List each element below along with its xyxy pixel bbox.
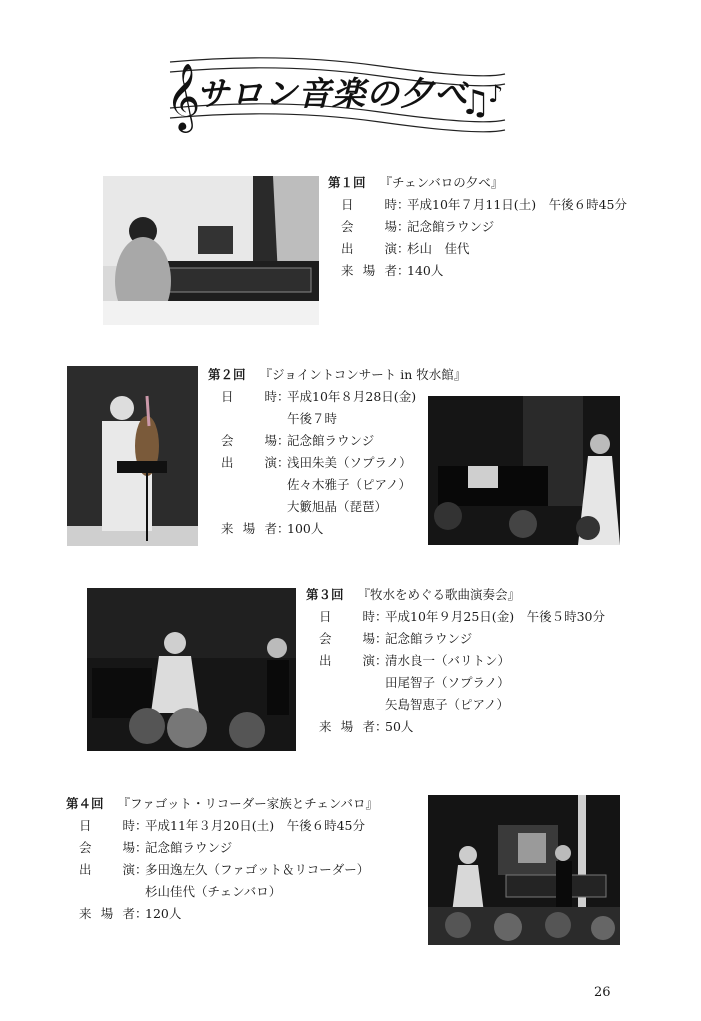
concert-1-details: 第１回 『チェンバロの夕べ』 日 時 ： 平成10年７月11日(土) 午後６時45分 会 場 ： 記念館ラウンジ 出 演 ： 杉山 佳代 来場者 ： 140人 [328,172,627,282]
performers-label: 出 演 [341,241,397,256]
date-value: 平成10年９月25日(金) 午後５時30分 [385,609,605,624]
photo-concert-2-biwa [67,366,198,546]
photo-concert-1 [103,176,319,325]
date-label: 日 時 [319,609,375,624]
performer: 矢島智恵子（ピアノ） [385,697,510,712]
page-number: 26 [594,985,611,1000]
performer: 田尾智子（ソプラノ） [385,675,510,690]
performer: 大籔旭晶（琵琶） [287,499,388,514]
concert-4-details: 第４回 『ファゴット・リコーダー家族とチェンバロ』 日 時 ： 平成11年３月20日(土) 午後６時45分 会 場 ： 記念館ラウンジ 出 演 ： 多田逸左久（ファゴット＆リコーダー） 杉山佳代（チェンバロ） 来場者 ： 120人 [66,793,378,925]
date-value: 平成10年８月28日(金) [287,389,417,404]
concert-title: 『ファゴット・リコーダー家族とチェンバロ』 [117,796,379,811]
venue-label: 会 場 [319,631,375,646]
time-value: 午後７時 [287,411,338,426]
svg-text:𝄞: 𝄞 [166,62,201,130]
venue-value: 記念館ラウンジ [287,433,375,448]
date-label: 日 時 [79,818,135,833]
venue-value: 記念館ラウンジ [385,631,473,646]
photo-concert-3 [87,588,296,751]
attendance-value: 100人 [287,521,324,536]
header-banner [160,44,510,134]
venue-value: 記念館ラウンジ [407,219,495,234]
date-value: 平成11年３月20日(土) 午後６時45分 [145,818,365,833]
attendance-label: 来場者 [341,263,397,278]
concert-title: 『ジョイントコンサート in 牧水館』 [259,367,467,382]
venue-value: 記念館ラウンジ [145,840,233,855]
concert-number: 第１回 [328,175,366,190]
date-label: 日 時 [341,197,397,212]
concert-3-details: 第３回 『牧水をめぐる歌曲演奏会』 日 時 ： 平成10年９月25日(金) 午後５時30分 会 場 ： 記念館ラウンジ 出 演 ： 清水良一（バリトン） 田尾智子（ソプラノ） 矢島智恵子（ピアノ） 来場者 ： 50人 [306,584,605,738]
venue-label: 会 場 [221,433,277,448]
performer: 杉山 佳代 [407,241,470,256]
performer: 杉山佳代（チェンバロ） [145,884,282,899]
attendance-value: 50人 [385,719,414,734]
performer: 佐々木雅子（ピアノ） [287,477,412,492]
concert-2-heading [208,364,466,386]
concert-3-heading [306,584,605,606]
date-value: 平成10年７月11日(土) 午後６時45分 [407,197,627,212]
attendance-value: 140人 [407,263,444,278]
concert-1-heading [328,172,627,194]
date-label: 日 時 [221,389,277,404]
concert-number: 第２回 [208,367,246,382]
performers-label: 出 演 [79,862,135,877]
concert-number: 第４回 [66,796,104,811]
performer: 清水良一（バリトン） [385,653,511,668]
svg-text:♪: ♪ [488,80,504,108]
performers-label: 出 演 [221,455,277,470]
photo-concert-4 [428,795,620,945]
photo-concert-2-soprano [428,396,620,545]
attendance-label: 来場者 [79,906,135,921]
performer: 浅田朱美（ソプラノ） [287,455,412,470]
concert-title: 『牧水をめぐる歌曲演奏会』 [357,587,521,602]
attendance-label: 来場者 [319,719,375,734]
attendance-label: 来場者 [221,521,277,536]
concert-title: 『チェンバロの夕べ』 [379,175,504,190]
concert-2-details: 第２回 『ジョイントコンサート in 牧水館』 日 時 ： 平成10年８月28日(金) 午後７時 会 場 ： 記念館ラウンジ 出 演 ： 浅田朱美（ソプラノ） 佐々木雅子（ピアノ） 大籔旭晶（琵琶） 来場者 ： 100人 [208,364,466,540]
performer: 多田逸左久（ファゴット＆リコーダー） [145,862,370,877]
page-title: サロン音楽の夕べ [196,74,468,113]
svg-text:♫: ♫ [460,83,491,123]
venue-label: 会 場 [79,840,135,855]
performers-label: 出 演 [319,653,375,668]
concert-4-heading [66,793,378,815]
concert-number: 第３回 [306,587,344,602]
attendance-value: 120人 [145,906,182,921]
venue-label: 会 場 [341,219,397,234]
